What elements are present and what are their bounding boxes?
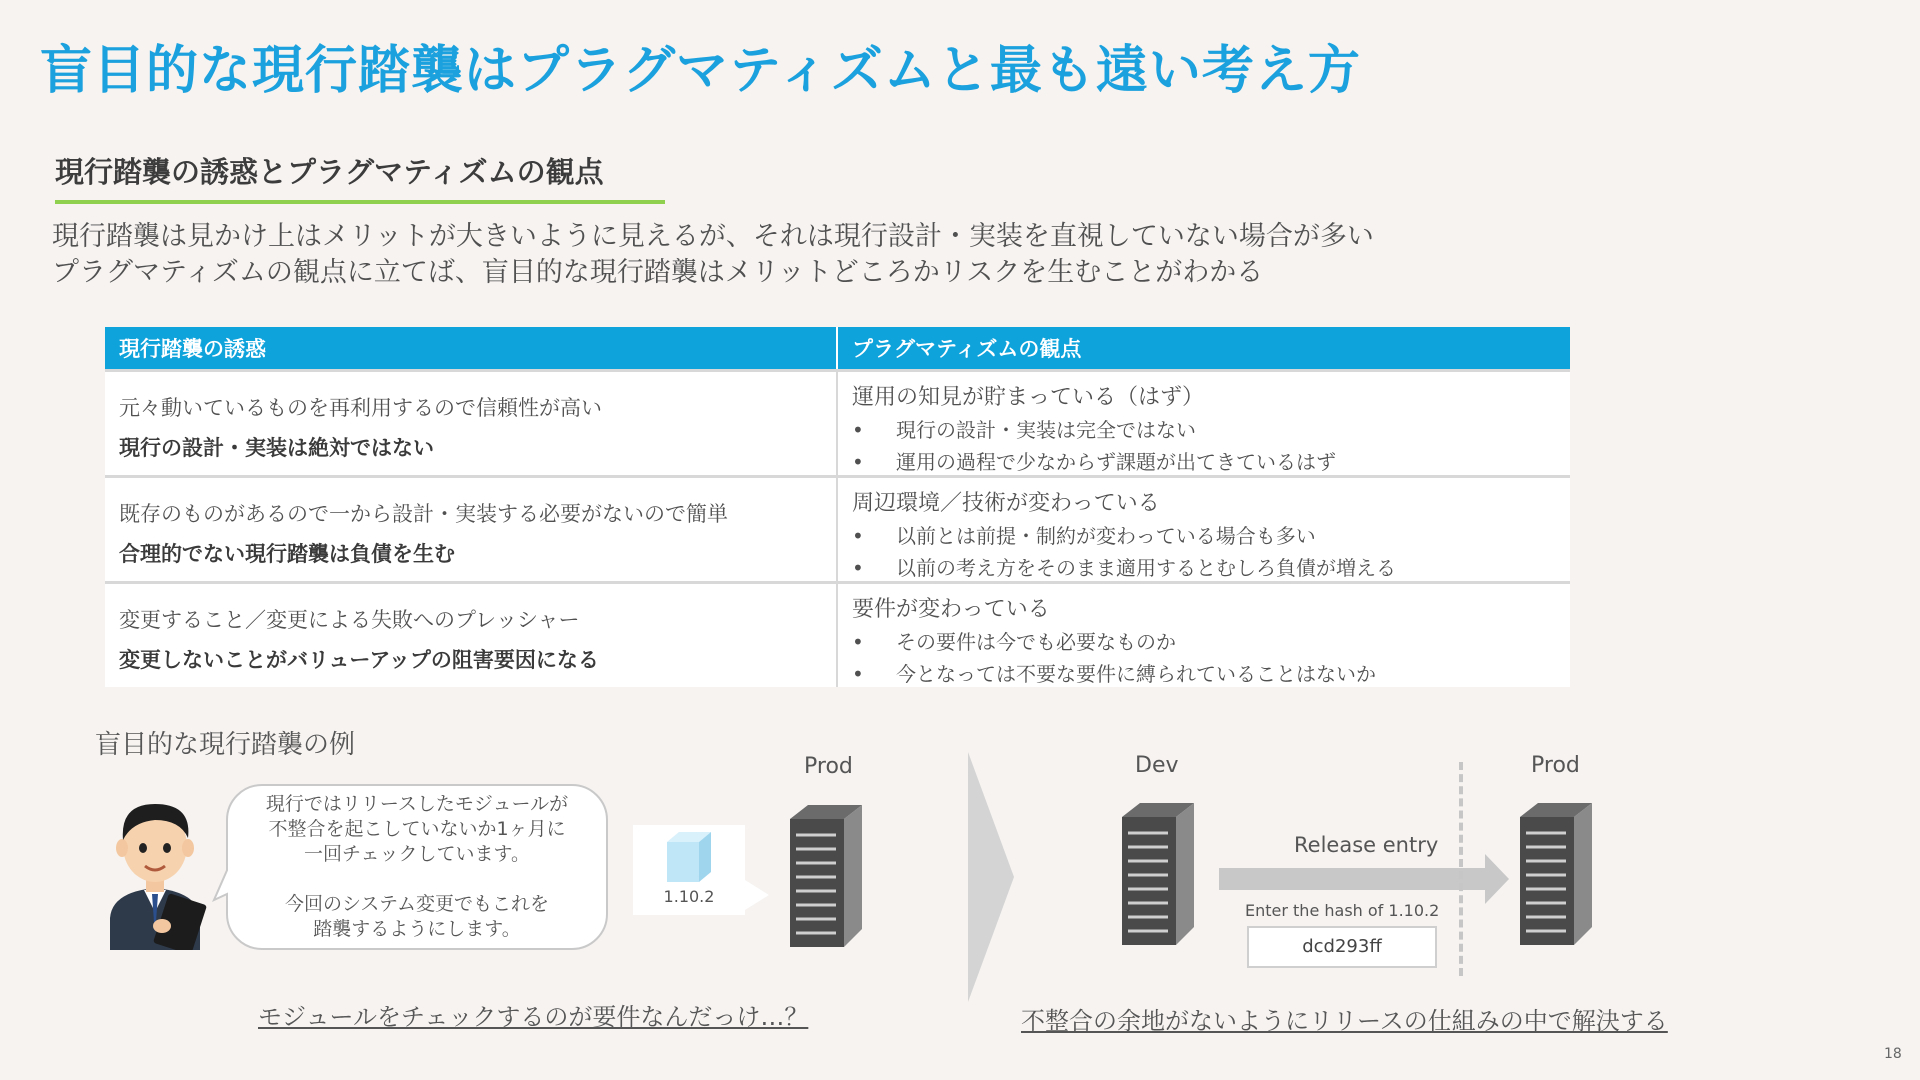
lead-line-1: 現行踏襲は見かけ上はメリットが大きいように見えるが、それは現行設計・実装を直視していない場合が多い [52, 221, 1374, 252]
bullet-item [852, 520, 1556, 549]
table-cell-left [105, 583, 837, 688]
temptation-conclusion: 変更しないことがバリューアップの阻害要因になる [119, 648, 599, 672]
release-entry-label: Release entry [1294, 833, 1439, 857]
table-cell-right [837, 371, 1570, 477]
temptation-conclusion: 現行の設計・実装は絶対ではない [119, 436, 434, 460]
pragmatism-heading: 運用の知見が貯まっている（はず） [852, 385, 1205, 410]
module-cube-icon [663, 830, 715, 886]
release-arrow-icon [1219, 854, 1509, 904]
businessman-icon [100, 790, 210, 950]
temptation-conclusion: 合理的でない現行踏襲は負債を生む [119, 542, 455, 566]
bullet-text: 今となっては不要な要件に縛られていることはないか [896, 662, 1376, 686]
prod-server-icon [786, 805, 866, 947]
table-row [105, 371, 1570, 477]
bubble-line: 現行ではリリースしたモジュールが [265, 793, 569, 815]
bullet-text: その要件は今でも必要なものか [896, 630, 1176, 654]
dev-label: Dev [1135, 753, 1179, 778]
bubble-line [228, 867, 606, 892]
temptation-text: 変更すること／変更による失敗へのプレッシャー [119, 608, 580, 632]
table-header-pragmatism: プラグマティズムの観点 [837, 327, 1570, 371]
bullet-text: 運用の過程で少なからず課題が出てきているはず [896, 450, 1336, 474]
pragmatism-heading: 要件が変わっている [852, 597, 1050, 622]
bullet-dot: • [852, 418, 864, 442]
transition-chevron-icon [968, 752, 1014, 1002]
hash-input[interactable]: dcd293ff [1247, 926, 1437, 968]
temptation-text: 元々動いているものを再利用するので信頼性が高い [119, 396, 602, 420]
page-title: 盲目的な現行踏襲はプラグマティズムと最も遠い考え方 [40, 41, 1361, 101]
bullet-item [852, 626, 1556, 655]
bullet-text: 以前の考え方をそのまま適用するとむしろ負債が増える [896, 556, 1396, 580]
bullet-item [852, 414, 1556, 443]
environment-divider [1459, 762, 1463, 976]
hash-label: Enter the hash of 1.10.2 [1245, 901, 1440, 920]
bubble-line: 踏襲するようにします。 [313, 918, 521, 940]
bullet-dot: • [852, 662, 864, 686]
prod-label-right: Prod [1531, 753, 1580, 778]
bullet-dot: • [852, 556, 864, 580]
lead-line-2: プラグマティズムの観点に立てば、盲目的な現行踏襲はメリットどころかリスクを生むことがわかる [52, 257, 1264, 288]
speech-bubble [226, 784, 608, 950]
bubble-line: 一回チェックしています。 [304, 843, 530, 865]
table-cell-left [105, 477, 837, 583]
table-header-temptation: 現行踏襲の誘惑 [105, 327, 837, 371]
bullet-dot: • [852, 630, 864, 654]
bubble-line: 不整合を起こしていないか1ヶ月に [268, 818, 566, 840]
question-caption: モジュールをチェックするのが要件なんだっけ…？ [258, 1003, 809, 1031]
table-row [105, 583, 1570, 688]
table-cell-right [837, 583, 1570, 688]
bubble-tail [212, 866, 242, 906]
prod-label-left: Prod [804, 754, 853, 779]
subtitle-underline [55, 200, 665, 204]
answer-caption: 不整合の余地がないようにリリースの仕組みの中で解決する [1021, 1007, 1668, 1035]
bubble-line: 今回のシステム変更でもこれを [284, 893, 550, 915]
table-header-row [105, 327, 1570, 371]
prod-server-icon [1516, 803, 1596, 945]
dev-server-icon [1118, 803, 1198, 945]
section-subtitle: 現行踏襲の誘惑とプラグマティズムの観点 [55, 155, 604, 189]
table-cell-left [105, 371, 837, 477]
page-number: 18 [1884, 1046, 1902, 1062]
bullet-item [852, 552, 1556, 581]
pragmatism-heading: 周辺環境／技術が変わっている [852, 491, 1160, 516]
bullet-text: 以前とは前提・制約が変わっている場合も多い [896, 524, 1316, 548]
table-cell-right [837, 477, 1570, 583]
module-pointer-icon [745, 880, 769, 910]
module-version: 1.10.2 [663, 887, 715, 906]
bullet-dot: • [852, 450, 864, 474]
comparison-table [105, 327, 1570, 687]
bullet-text: 現行の設計・実装は完全ではない [896, 418, 1196, 442]
bullet-item [852, 658, 1556, 687]
bullet-item [852, 446, 1556, 475]
table-row [105, 477, 1570, 583]
example-label: 盲目的な現行踏襲の例 [95, 730, 356, 760]
bullet-dot: • [852, 524, 864, 548]
temptation-text: 既存のものがあるので一から設計・実装する必要がないので簡単 [119, 502, 728, 526]
